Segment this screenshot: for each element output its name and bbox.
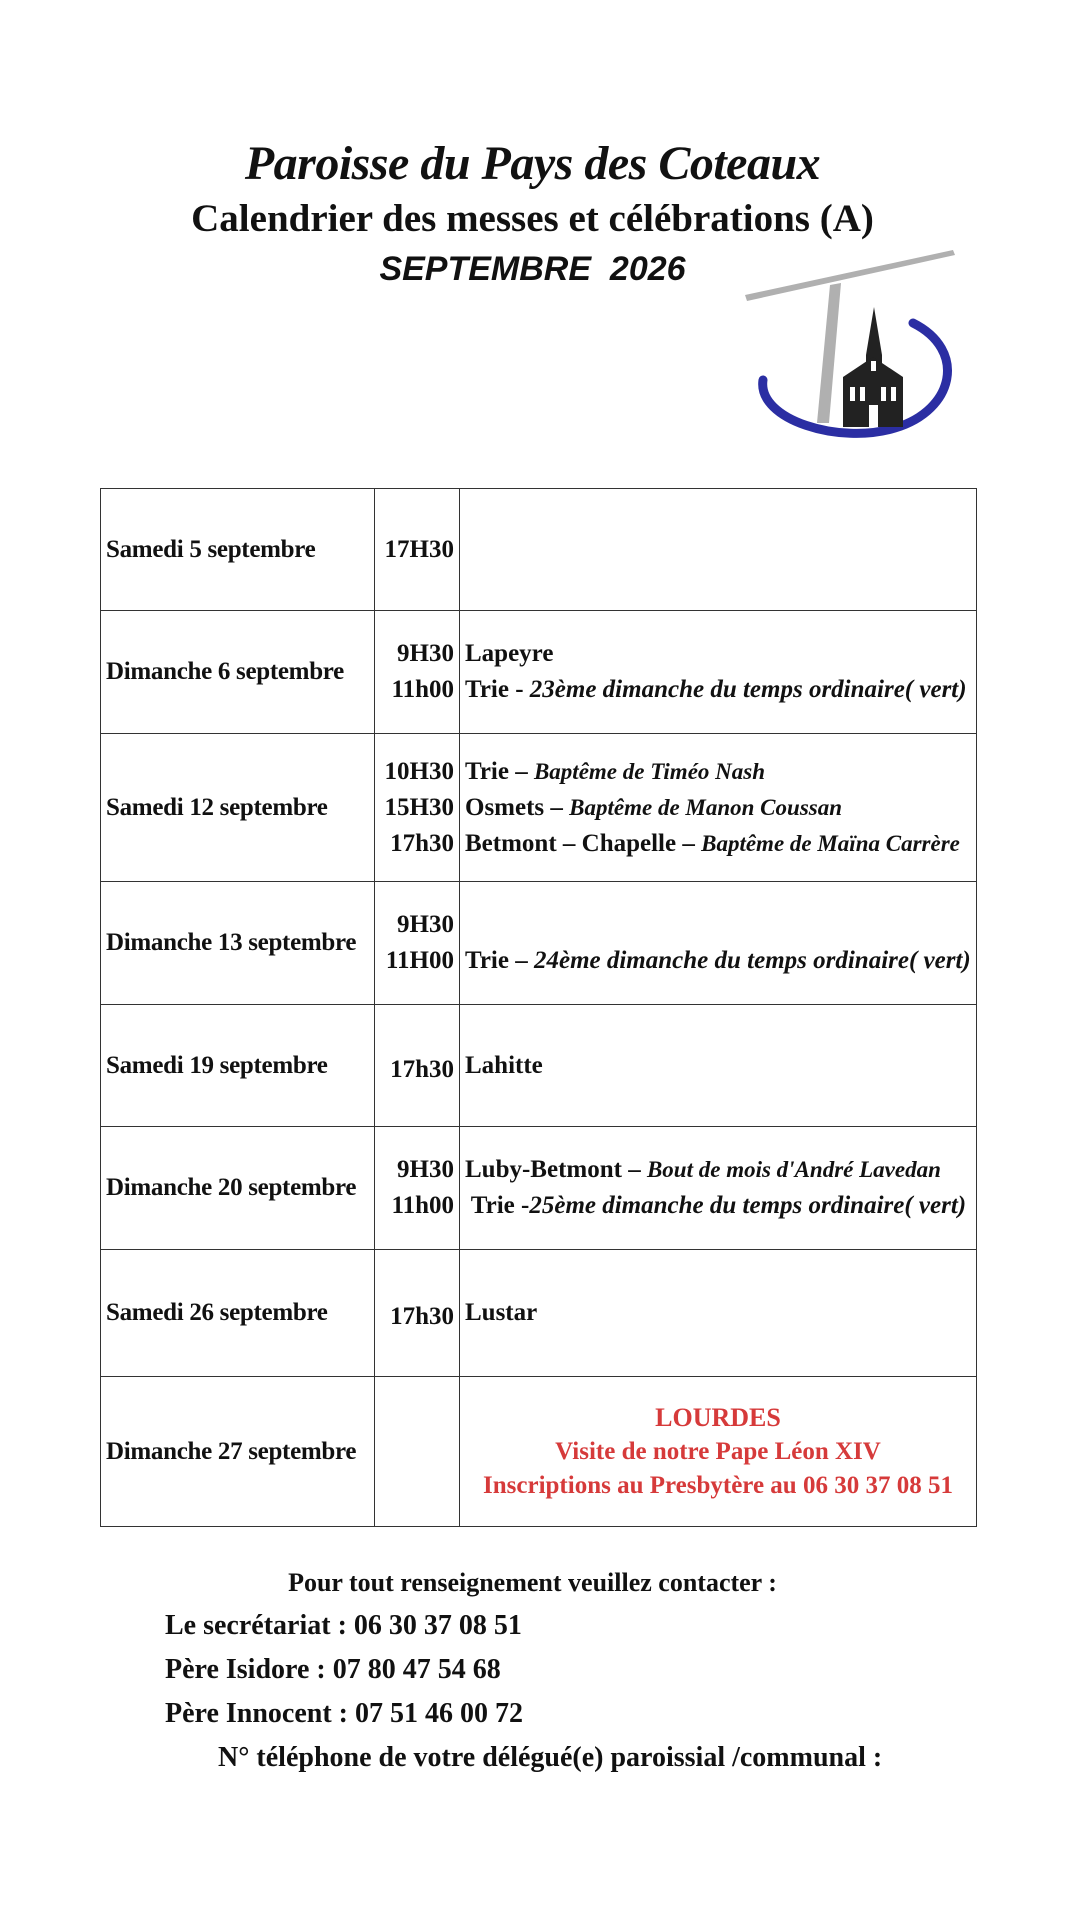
celebration-note: Bout de mois d'André Lavedan: [646, 1157, 941, 1182]
description-cell: [460, 734, 977, 882]
time: 11h00: [391, 1192, 454, 1219]
time: 11h00: [391, 676, 454, 703]
time: 17h30: [390, 829, 454, 857]
place: Lahitte: [465, 1051, 543, 1079]
location-line: [465, 1048, 971, 1084]
location-line: [465, 826, 971, 862]
location-line: [465, 754, 971, 790]
time: 15H30: [384, 793, 454, 821]
table-row: [101, 882, 977, 1005]
day-cell: Samedi 26 septembre: [101, 1250, 375, 1377]
day-cell: Samedi 12 septembre: [101, 734, 375, 882]
day-cell: Dimanche 13 septembre: [101, 882, 375, 1005]
contact-section: [0, 1568, 1065, 1774]
place: Trie –: [465, 757, 534, 785]
time-cell: [375, 1005, 460, 1127]
location-line: [465, 672, 971, 708]
location-line: [465, 790, 971, 826]
place: Trie –: [465, 947, 534, 974]
celebration-note: 23ème dimanche du temps ordinaire( vert): [529, 676, 967, 703]
time: 9H30: [397, 640, 454, 667]
place: Trie -: [465, 1192, 530, 1219]
description-cell: [460, 1250, 977, 1377]
table-row: [101, 489, 977, 611]
table-row: [101, 734, 977, 882]
celebration-note: 24ème dimanche du temps ordinaire( vert): [533, 947, 971, 974]
day-cell: Samedi 19 septembre: [101, 1005, 375, 1127]
celebration-note: Baptême de Manon Coussan: [569, 794, 843, 820]
father-isidore-phone: Père Isidore : 07 80 47 54 68: [165, 1654, 501, 1685]
description-cell: [460, 882, 977, 1005]
celebration-note: Baptême de Maïna Carrère: [701, 830, 960, 856]
month-title: SEPTEMBRE 2026: [379, 250, 686, 288]
time: 9H30: [397, 1156, 454, 1183]
special-event-line: Inscriptions au Presbytère au 06 30 37 08 51: [483, 1471, 953, 1499]
special-event-cell: [460, 1377, 977, 1527]
father-innocent-phone: Père Innocent : 07 51 46 00 72: [165, 1698, 523, 1729]
time-cell: [375, 1250, 460, 1377]
celebration-note: Baptême de Timéo Nash: [533, 758, 766, 784]
time: 11H00: [385, 947, 454, 974]
special-event-line: Visite de notre Pape Léon XIV: [555, 1437, 881, 1465]
description-cell: [460, 611, 977, 734]
place: Osmets –: [465, 793, 570, 821]
time-cell: [375, 611, 460, 734]
time-cell: [375, 1127, 460, 1250]
time-cell: [375, 1377, 460, 1527]
location-line: [465, 943, 971, 979]
time-cell: [375, 734, 460, 882]
time-cell: [375, 882, 460, 1005]
location-line: [465, 1152, 971, 1188]
location-line: [465, 907, 971, 943]
description-cell: [460, 1005, 977, 1127]
table-row: [101, 611, 977, 734]
celebration-note: 25ème dimanche du temps ordinaire( vert): [529, 1192, 967, 1219]
time: 17h30: [390, 1303, 454, 1330]
place: Lapeyre: [465, 640, 554, 667]
place: Betmont – Chapelle –: [465, 829, 702, 857]
day-cell: Dimanche 27 septembre: [101, 1377, 375, 1527]
table-row: [101, 1127, 977, 1250]
day-cell: Samedi 5 septembre: [101, 489, 375, 611]
time: 17h30: [390, 1055, 454, 1083]
mass-schedule-table: [100, 488, 977, 1527]
time-cell: [375, 489, 460, 611]
place: Luby-Betmont –: [465, 1156, 647, 1183]
description-cell: [460, 1127, 977, 1250]
table-row: [101, 1377, 977, 1527]
place: Lustar: [465, 1299, 538, 1326]
day-cell: Dimanche 6 septembre: [101, 611, 375, 734]
place: Trie -: [465, 676, 530, 703]
time: 10H30: [384, 757, 454, 785]
location-line: [465, 636, 971, 672]
time: 17H30: [384, 535, 454, 563]
cross-church-icon: [745, 245, 960, 445]
secretariat-phone: Le secrétariat : 06 30 37 08 51: [165, 1610, 522, 1641]
table-row: [101, 1250, 977, 1377]
day-cell: Dimanche 20 septembre: [101, 1127, 375, 1250]
time: 9H30: [397, 911, 454, 938]
parish-title: Paroisse du Pays des Coteaux: [244, 137, 821, 190]
location-line: [465, 1188, 971, 1224]
delegate-phone-label: N° téléphone de votre délégué(e) paroissial /communal :: [218, 1742, 883, 1773]
special-event-title: LOURDES: [655, 1402, 781, 1432]
table-row: [101, 1005, 977, 1127]
description-cell: [460, 489, 977, 611]
contact-intro: Pour tout renseignement veuillez contacter :: [288, 1568, 777, 1597]
calendar-subtitle: Calendrier des messes et célébrations (A): [191, 197, 874, 240]
location-line: [465, 1295, 971, 1331]
